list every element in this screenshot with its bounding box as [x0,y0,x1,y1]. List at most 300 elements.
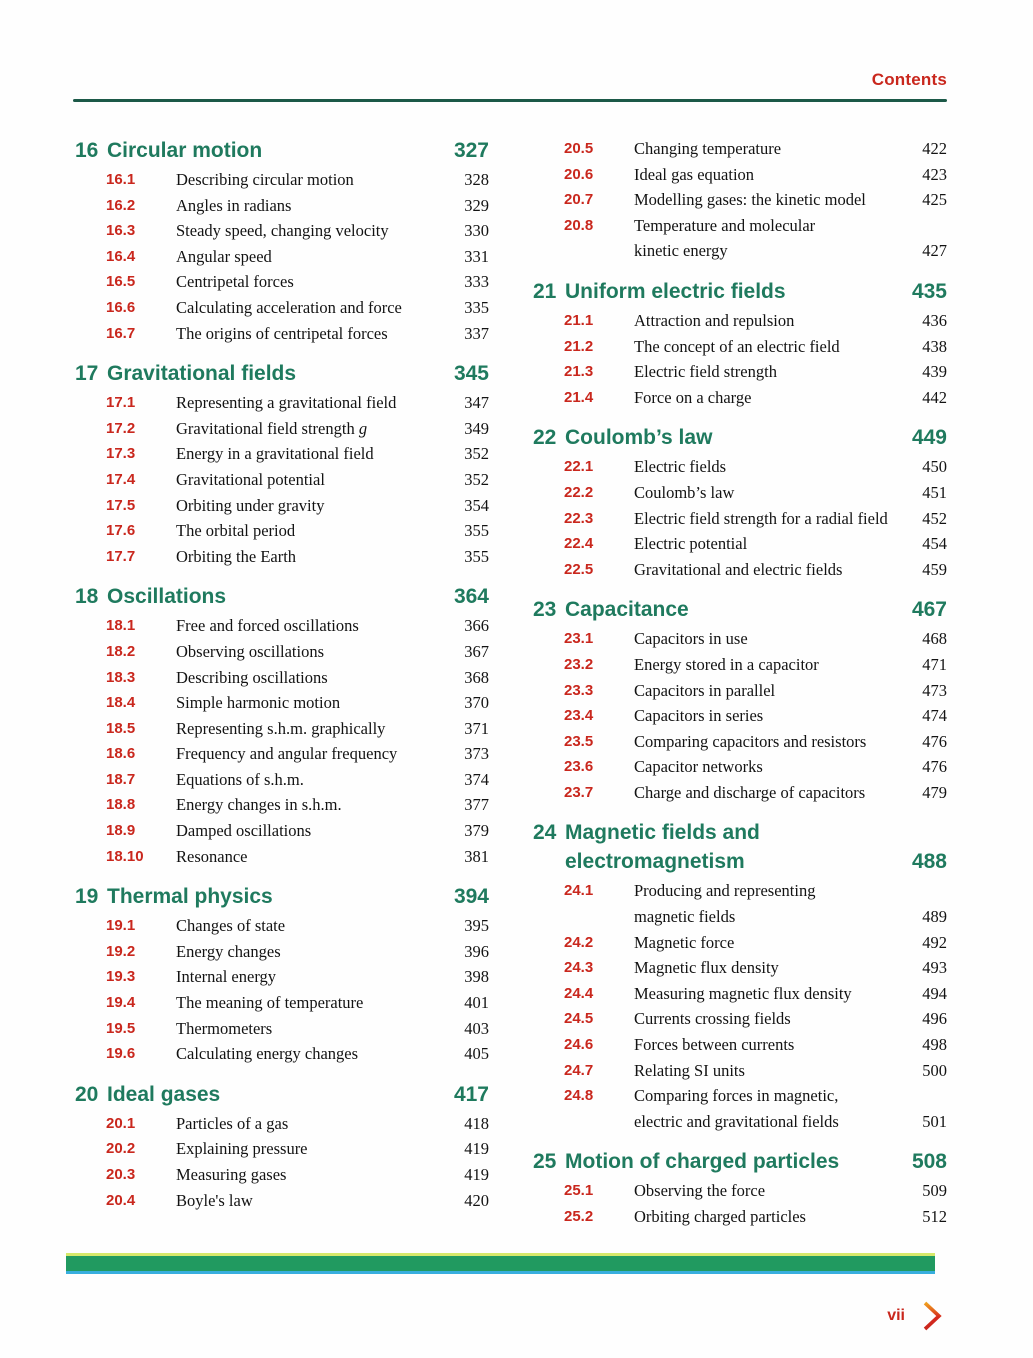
chapter-page-number: 488 [911,850,947,874]
toc-entry [75,390,489,416]
chapter-page-number: 417 [453,1082,489,1106]
chapter-25-block [533,1147,947,1229]
section-title: Electric field strength for a radial field [634,508,888,528]
section-number: 19.5 [106,1019,136,1037]
section-page-number: 329 [464,195,489,215]
section-number: 18.8 [106,796,136,814]
toc-entry [75,767,489,793]
chapter-page-number: 467 [911,598,947,622]
toc-entry [533,385,947,411]
folio-number: vii [887,1307,905,1324]
section-title: Orbiting the Earth [176,546,297,566]
toc-entry [533,557,947,583]
section-page-number: 500 [922,1060,947,1080]
chapter-number: 18 [75,585,99,609]
toc-entry [75,544,489,570]
section-number: 22.5 [564,560,594,578]
section-number: 19.4 [106,994,136,1012]
section-title: Electric potential [634,534,748,554]
section-title: Coulomb’s law [634,482,735,502]
section-page-number: 476 [922,757,947,777]
toc-entry [75,818,489,844]
section-title: Energy changes [176,941,281,961]
section-title: Measuring magnetic flux density [634,983,852,1003]
section-number: 18.1 [106,617,136,635]
section-title: Magnetic force [634,932,735,952]
section-number: 16.1 [106,171,136,188]
toc-entry [75,1136,489,1162]
section-page-number: 370 [464,693,489,713]
section-title: Free and forced oscillations [176,616,359,636]
section-title: Angles in radians [176,195,292,215]
toc-entry [533,729,947,755]
section-title: Currents crossing fields [634,1009,791,1029]
section-number: 23.6 [564,758,594,776]
section-title: Comparing forces in magnetic, electric and gravitational fields [634,1086,839,1131]
section-page-number: 352 [464,444,489,464]
section-page-number: 479 [922,782,947,802]
section-page-number: 492 [922,932,947,952]
section-title: Frequency and angular frequency [176,744,398,764]
section-page-number: 337 [464,323,489,343]
chapter-heading [533,818,947,876]
section-title: The concept of an electric field [634,336,840,356]
chapter-16-block [75,136,489,346]
toc-entry [75,665,489,691]
chapter-title: Motion of charged particles [565,1150,840,1174]
section-number: 23.2 [564,655,594,673]
toc-entry [533,930,947,956]
toc-entry [75,295,489,321]
toc-entry [75,1162,489,1188]
section-page-number: 474 [922,706,947,726]
section-page-number: 381 [464,846,489,866]
chapter-number: 22 [533,426,557,450]
section-title: Energy changes in s.h.m. [176,795,342,815]
chapter-title: Capacitance [565,598,689,622]
section-number: 24.3 [564,959,594,977]
section-number: 16.2 [106,196,136,214]
chapter-19-block [75,882,489,1067]
section-page-number: 452 [922,508,947,528]
section-number: 18.2 [106,642,136,660]
toc-entry [75,844,489,870]
toc-entry [75,493,489,519]
section-title: Particles of a gas [176,1113,289,1133]
toc-entry [75,1188,489,1214]
toc-entry [533,626,947,652]
toc-entry [75,964,489,990]
chapter-page-number: 394 [453,885,489,909]
toc-entry [75,613,489,639]
toc-entry [533,878,947,929]
section-page-number: 330 [464,221,489,241]
toc-entry [533,506,947,532]
section-title: Orbiting under gravity [176,495,325,515]
toc-column-left [75,136,489,1243]
chapter-heading [533,595,947,624]
section-number: 21.1 [564,311,594,329]
toc-entry [75,441,489,467]
toc-entry [533,955,947,981]
section-page-number: 427 [922,241,947,261]
section-title: Steady speed, changing velocity [176,221,389,241]
toc-entry [533,1204,947,1230]
section-number: 20.7 [564,191,594,209]
section-page-number: 459 [922,559,947,579]
section-page-number: 450 [922,457,947,477]
section-page-number: 420 [464,1190,489,1210]
section-number: 18.7 [106,770,136,788]
toc-entry [533,531,947,557]
section-page-number: 328 [464,170,489,189]
section-page-number: 498 [922,1035,947,1055]
toc-columns [0,102,1033,1243]
section-title: Modelling gases: the kinetic model [634,190,866,210]
section-title: Describing oscillations [176,667,328,687]
page-header [0,0,1033,90]
toc-entry [75,416,489,442]
section-title: Energy stored in a capacitor [634,654,819,674]
section-number: 20.6 [564,165,594,183]
chapter-number: 19 [75,885,99,909]
section-page-number: 352 [464,469,489,489]
section-number: 21.4 [564,388,594,406]
section-page-number: 368 [464,667,489,687]
next-page-chevron-icon [919,1298,945,1334]
toc-entry [533,754,947,780]
section-page-number: 512 [922,1207,947,1226]
chapter-23-block [533,595,947,805]
section-page-number: 355 [464,546,489,566]
chapter-page-number: 449 [911,426,947,450]
toc-column-right [533,136,947,1243]
section-page-number: 405 [464,1044,489,1064]
toc-entry [533,359,947,385]
section-number: 19.2 [106,942,136,960]
section-number: 17.1 [106,394,136,412]
chapter-title: Thermal physics [107,885,273,909]
section-number: 17.4 [106,470,136,488]
section-number: 23.3 [564,681,594,699]
section-number: 24.6 [564,1036,594,1054]
footer-page-area [887,1298,945,1334]
section-title: Centripetal forces [176,272,294,292]
section-title: Angular speed [176,246,272,266]
chapter-title: Ideal gases [107,1082,221,1106]
toc-entry [75,1016,489,1042]
section-title: Observing oscillations [176,641,325,661]
toc-entry [533,1083,947,1134]
section-page-number: 401 [464,993,489,1013]
section-title: Electric fields [634,457,727,477]
chapter-number: 25 [533,1150,557,1174]
section-number: 20.8 [564,216,594,234]
section-title: Internal energy [176,967,277,987]
toc-entry [533,981,947,1007]
section-number: 19.6 [106,1045,136,1063]
section-number: 24.4 [564,984,594,1002]
section-title: Damped oscillations [176,821,312,841]
chapter-18-block [75,582,489,869]
toc-entry [533,703,947,729]
section-number: 16.6 [106,298,136,316]
section-page-number: 355 [464,521,489,541]
toc-entry [533,1178,947,1204]
section-page-number: 331 [464,246,489,266]
section-number: 18.4 [106,694,136,712]
section-number: 20.5 [564,140,594,157]
section-title: Energy in a gravitational field [176,444,374,464]
section-number: 22.1 [564,458,594,476]
section-number: 23.7 [564,783,594,801]
section-page-number: 367 [464,641,489,661]
toc-entry [533,213,947,264]
section-page-number: 509 [922,1181,947,1201]
section-title: Charge and discharge of capacitors [634,782,866,802]
section-number: 18.10 [106,847,144,865]
section-title: The origins of centripetal forces [176,323,388,343]
section-title: Simple harmonic motion [176,693,341,713]
section-number: 22.4 [564,535,594,553]
section-title: Producing and representing magnetic fields [634,881,816,927]
section-page-number: 454 [922,534,947,554]
toc-entry [533,780,947,806]
section-title: Electric field strength [634,362,777,382]
toc-entry [75,218,489,244]
section-number: 17.3 [106,445,136,463]
chapter-number: 21 [533,279,557,303]
section-page-number: 439 [922,362,947,382]
section-page-number: 395 [464,916,489,936]
section-page-number: 468 [922,629,947,649]
section-title: Forces between currents [634,1035,795,1055]
section-page-number: 371 [464,718,489,738]
section-number: 17.7 [106,547,136,565]
section-page-number: 422 [922,139,947,158]
section-number: 24.7 [564,1061,594,1079]
section-number: 16.4 [106,247,136,265]
toc-entry [75,990,489,1016]
chapter-title: Circular motion [107,139,263,162]
section-title: Changing temperature [634,139,782,158]
section-title: The orbital period [176,521,296,541]
section-title: Representing a gravitational field [176,393,397,413]
section-number: 24.1 [564,882,594,900]
section-number: 22.2 [564,483,594,501]
section-page-number: 349 [464,418,489,438]
section-page-number: 373 [464,744,489,764]
section-title: Capacitors in use [634,629,748,649]
section-title: The meaning of temperature [176,993,364,1013]
section-page-number: 366 [464,616,489,636]
chapter-page-number: 345 [453,362,489,386]
section-number: 18.6 [106,745,136,763]
chapter-24-block [533,818,947,1134]
toc-entry [75,167,489,193]
section-page-number: 438 [922,336,947,356]
chapter-21-block [533,277,947,410]
section-title: Measuring gases [176,1165,287,1184]
section-page-number: 419 [464,1165,489,1184]
section-page-number: 423 [922,164,947,184]
section-page-number: 471 [922,654,947,674]
section-page-number: 403 [464,1018,489,1038]
section-page-number: 496 [922,1009,947,1029]
section-title: Observing the force [634,1181,766,1201]
chapter-title: Magnetic fields and electromagnetism [565,821,760,874]
toc-entry [533,334,947,360]
toc-entry [533,187,947,213]
section-number: 25.1 [564,1182,594,1200]
section-page-number: 396 [464,941,489,961]
section-title: Orbiting charged particles [634,1207,806,1226]
toc-entry [75,518,489,544]
section-page-number: 451 [922,482,947,502]
toc-entry [75,939,489,965]
toc-entry [75,792,489,818]
section-page-number: 354 [464,495,489,515]
chapter-number: 20 [75,1082,99,1106]
section-title: Changes of state [176,916,286,936]
section-page-number: 418 [464,1113,489,1133]
section-page-number: 374 [464,769,489,789]
section-number: 21.3 [564,363,594,381]
section-title: Magnetic flux density [634,958,779,978]
section-title: Relating SI units [634,1060,745,1080]
toc-entry [75,244,489,270]
section-number: 23.4 [564,707,594,725]
section-title: Resonance [176,846,248,866]
section-number: 18.5 [106,719,136,737]
section-number: 24.2 [564,933,594,951]
chapter-page-number: 327 [453,139,489,162]
chapter-heading [75,582,489,611]
section-number: 20.4 [106,1191,136,1209]
chapter-title: Gravitational fields [107,362,297,386]
section-title: Equations of s.h.m. [176,769,304,789]
chapter-heading [533,277,947,306]
section-number: 16.7 [106,324,136,342]
section-page-number: 398 [464,967,489,987]
section-number: 18.9 [106,822,136,840]
chapter-number: 16 [75,139,99,162]
section-title: Gravitational potential [176,469,325,489]
section-title: Representing s.h.m. graphically [176,718,386,738]
section-number: 16.5 [106,273,136,291]
toc-entry [75,321,489,347]
section-title: Capacitors in parallel [634,680,776,700]
section-number: 19.3 [106,968,136,986]
toc-entry [533,162,947,188]
chapter-heading [75,882,489,911]
toc-entry [533,454,947,480]
chapter-number: 17 [75,362,99,386]
toc-entry [75,193,489,219]
toc-entry [533,678,947,704]
toc-entry [75,716,489,742]
chapter-20-block [75,1080,489,1213]
toc-entry [75,269,489,295]
section-title: Describing circular motion [176,170,354,189]
toc-entry [533,652,947,678]
section-number: 23.1 [564,630,594,648]
chapter-page-number: 508 [911,1150,947,1174]
section-title: Gravitational and electric fields [634,559,843,579]
section-page-number: 436 [922,310,947,330]
toc-entry [75,1041,489,1067]
chapter-title: Coulomb’s law [565,426,713,450]
section-title: Boyle's law [176,1190,253,1210]
section-title: Capacitors in series [634,706,764,726]
toc-entry [533,1058,947,1084]
toc-entry [75,467,489,493]
chapter-heading [75,136,489,165]
chapter-number: 24 [533,821,557,845]
section-number: 17.6 [106,522,136,540]
toc-entry [75,913,489,939]
section-page-number: 493 [922,958,947,978]
section-number: 17.2 [106,419,136,437]
toc-entry [533,1032,947,1058]
toc-entry [533,136,947,162]
section-page-number: 425 [922,190,947,210]
section-number: 16.3 [106,222,136,240]
section-page-number: 377 [464,795,489,815]
section-number: 23.5 [564,732,594,750]
section-title: Calculating acceleration and force [176,297,402,317]
section-title: Temperature and molecular kinetic energy [634,215,816,261]
chapter-17-block [75,359,489,569]
section-number: 17.5 [106,496,136,514]
chapter-heading [75,1080,489,1109]
toc-entry [75,1111,489,1137]
chapter-page-number: 364 [453,585,489,609]
section-title: Ideal gas equation [634,164,755,184]
toc-entry [75,639,489,665]
chapter-title: Uniform electric fields [565,279,786,303]
section-number: 20.1 [106,1114,136,1132]
footer-bar [66,1253,935,1274]
section-title: Force on a charge [634,387,752,407]
section-page-number: 489 [922,907,947,927]
section-number: 24.8 [564,1087,594,1105]
section-number: 18.3 [106,668,136,686]
section-title: Calculating energy changes [176,1044,359,1064]
toc-entry [75,690,489,716]
section-title: Capacitor networks [634,757,763,777]
section-number: 25.2 [564,1208,594,1225]
toc-entry [533,480,947,506]
section-page-number: 473 [922,680,947,700]
section-number: 24.5 [564,1010,594,1028]
section-page-number: 419 [464,1139,489,1159]
chapter-continuation-block [533,136,947,264]
chapter-title: Oscillations [107,585,227,609]
chapter-heading [533,423,947,452]
chapter-22-block [533,423,947,582]
section-page-number: 494 [922,983,947,1003]
toc-entry [533,308,947,334]
section-page-number: 501 [922,1111,947,1131]
section-title: Explaining pressure [176,1139,308,1159]
section-page-number: 333 [464,272,489,292]
section-title: Attraction and repulsion [634,310,795,330]
section-number: 19.1 [106,917,136,935]
chapter-number: 23 [533,598,557,622]
section-page-number: 347 [464,393,489,413]
section-title: Comparing capacitors and resistors [634,731,867,751]
